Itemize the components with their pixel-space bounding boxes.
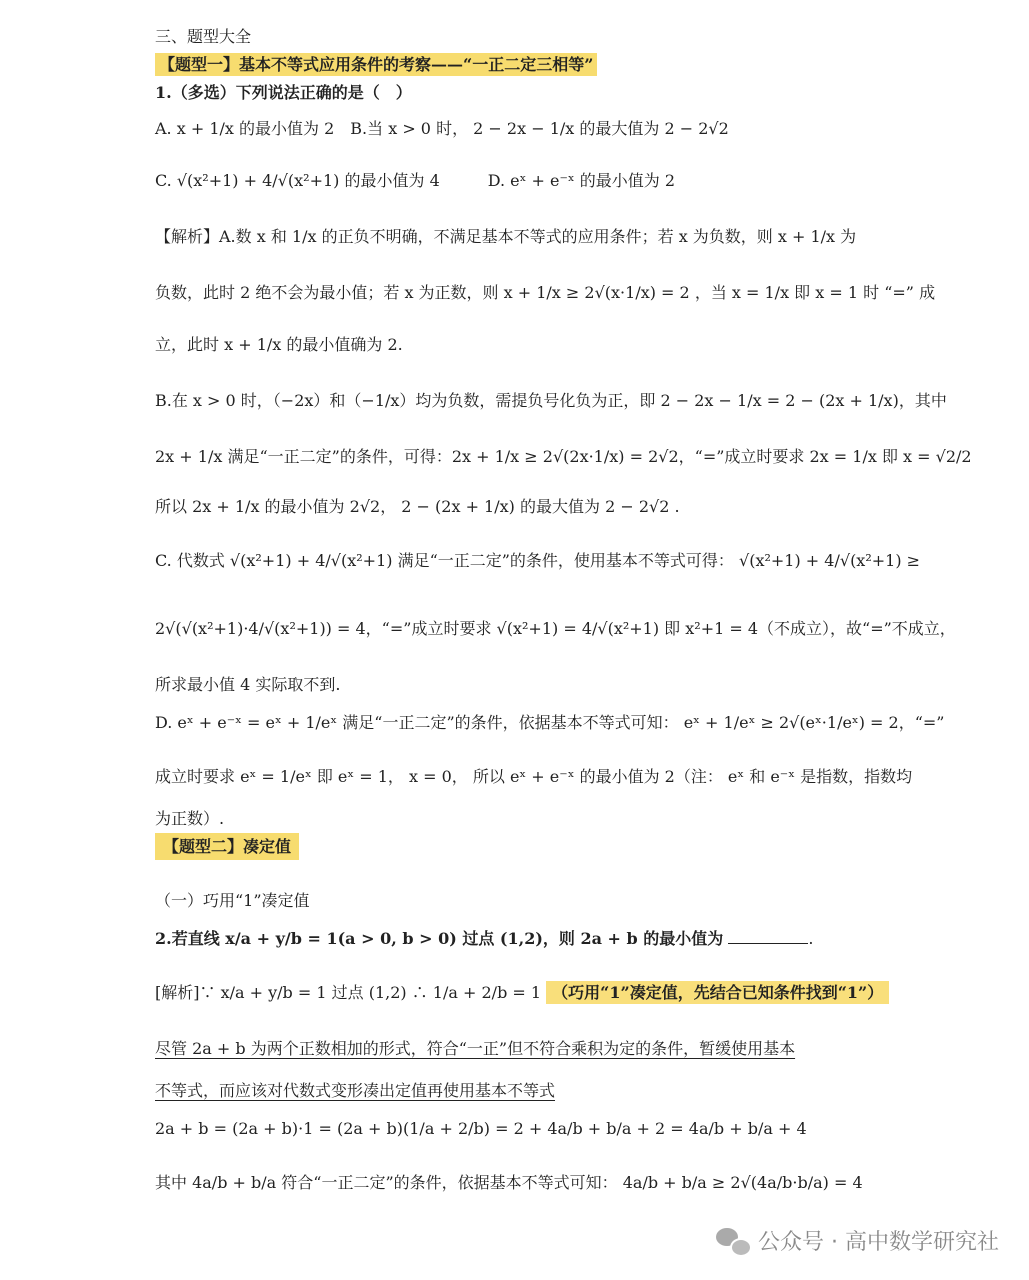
analysis-a-line2: 负数，此时 2 绝不会为最小值；若 x 为正数，则 x + 1/x ≥ 2√(x·1/x) = 2 ，当 x = 1/x 即 x = 1 时 “=” 成 bbox=[155, 283, 936, 302]
q1-options-cd: C. √(x²+1) + 4/√(x²+1) 的最小值为 4 D. eˣ + e⁻ˣ 的最小值为 2 bbox=[155, 171, 676, 190]
analysis-b-line1: B.在 x > 0 时，（−2x）和（−1/x）均为负数，需提负号化负为正，即 2 − 2x − 1/x = 2 − (2x + 1/x)，其中 bbox=[155, 391, 947, 410]
section-title: 三、题型大全 bbox=[155, 27, 252, 46]
q2-note-line1: 尽管 2a + b 为两个正数相加的形式，符合“一正”但不符合乘积为定的条件，暂缓使用基本 bbox=[155, 1039, 796, 1058]
analysis-c-line1: C. 代数式 √(x²+1) + 4/√(x²+1) 满足“一正二定”的条件，使用基本不等式可得： √(x²+1) + 4/√(x²+1) ≥ bbox=[155, 551, 921, 570]
q2-stem-end: . bbox=[808, 929, 814, 948]
wechat-icon bbox=[716, 1228, 750, 1254]
analysis-b-line2: 2x + 1/x 满足“一正二定”的条件，可得：2x + 1/x ≥ 2√(2x·1/x) = 2√2，“=”成立时要求 2x = 1/x 即 x = √2/2 bbox=[155, 447, 972, 466]
q2-analysis-prefix: [解析]∵ x/a + y/b = 1 过点 (1,2) ∴ 1/a + 2/b = 1 bbox=[155, 983, 542, 1002]
q2-stem bbox=[155, 928, 813, 950]
analysis-c-line3: 所求最小值 4 实际取不到. bbox=[155, 675, 341, 694]
q2-note-line2: 不等式，而应该对代数式变形凑出定值再使用基本不等式 bbox=[155, 1081, 556, 1100]
q1-options-ab: A. x + 1/x 的最小值为 2 B.当 x > 0 时， 2 − 2x − 1/x 的最大值为 2 − 2√2 bbox=[155, 119, 729, 138]
q2-stem-text: 2.若直线 x/a + y/b = 1(a > 0, b > 0) 过点 (1,2)，则 2a + b 的最小值为 bbox=[155, 929, 724, 948]
type2-heading-text: 【题型二】凑定值 bbox=[155, 833, 299, 860]
q2-conclusion: 其中 4a/b + b/a 符合“一正二定”的条件，依据基本不等式可知： 4a/b + b/a ≥ 2√(4a/b·b/a) = 4 bbox=[155, 1173, 863, 1192]
type1-heading-text: 【题型一】基本不等式应用条件的考察——“一正二定三相等” bbox=[155, 53, 597, 76]
answer-blank bbox=[728, 929, 808, 944]
watermark-text: 公众号 · 高中数学研究社 bbox=[758, 1230, 999, 1255]
analysis-b-line3: 所以 2x + 1/x 的最小值为 2√2， 2 − (2x + 1/x) 的最大值为 2 − 2√2 . bbox=[155, 497, 680, 516]
q2-analysis bbox=[155, 982, 889, 1004]
analysis-d-line1: D. eˣ + e⁻ˣ = eˣ + 1/eˣ 满足“一正二定”的条件，依据基本不等式可知： eˣ + 1/eˣ ≥ 2√(eˣ·1/eˣ) = 2，“=” bbox=[155, 713, 945, 732]
watermark bbox=[716, 1225, 999, 1256]
q1-stem: 1.（多选）下列说法正确的是（ ） bbox=[155, 83, 412, 102]
analysis-a-line3: 立，此时 x + 1/x 的最小值确为 2. bbox=[155, 335, 403, 354]
subsection-title: （一）巧用“1”凑定值 bbox=[155, 891, 310, 910]
analysis-d-line2: 成立时要求 eˣ = 1/eˣ 即 eˣ = 1， x = 0， 所以 eˣ + e⁻ˣ 的最小值为 2（注： eˣ 和 e⁻ˣ 是指数，指数均 bbox=[155, 767, 913, 786]
analysis-d-line3: 为正数）. bbox=[155, 809, 225, 828]
analysis-c-line2: 2√(√(x²+1)·4/√(x²+1)) = 4，“=”成立时要求 √(x²+1) = 4/√(x²+1) 即 x²+1 = 4（不成立），故“=”不成立， bbox=[155, 619, 956, 638]
q2-tip: （巧用“1”凑定值，先结合已知条件找到“1”） bbox=[546, 981, 889, 1004]
type1-heading bbox=[155, 54, 597, 76]
analysis-a-line1: 【解析】A.数 x 和 1/x 的正负不明确，不满足基本不等式的应用条件；若 x 为负数，则 x + 1/x 为 bbox=[155, 227, 857, 246]
type2-heading bbox=[155, 836, 299, 858]
q2-equation: 2a + b = (2a + b)·1 = (2a + b)(1/a + 2/b) = 2 + 4a/b + b/a + 2 = 4a/b + b/a + 4 bbox=[155, 1119, 807, 1138]
